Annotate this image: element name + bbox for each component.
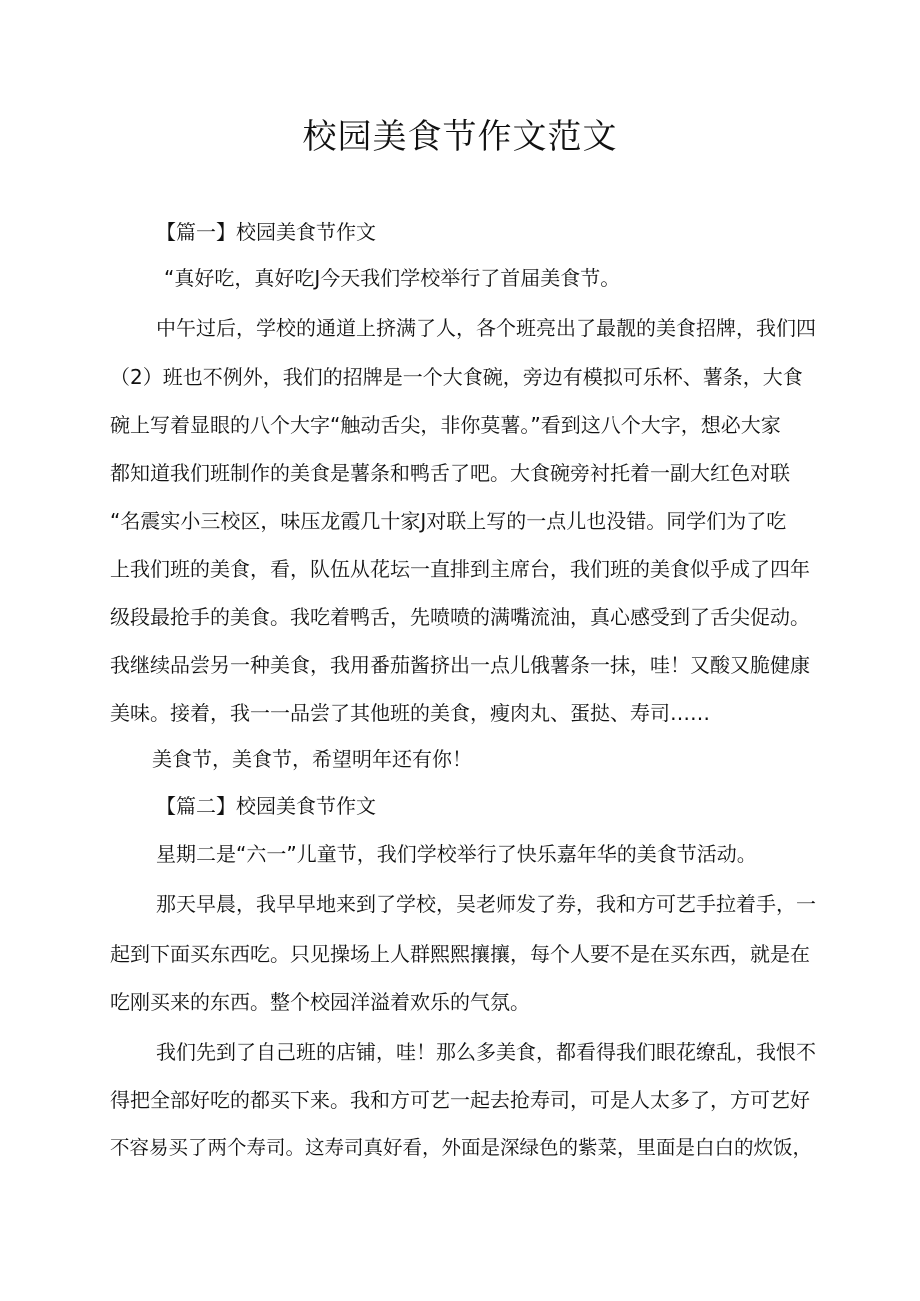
paragraph-line: 上我们班的美食，看，队伍从花坛一直排到主席台，我们班的美食似乎成了四年	[110, 557, 810, 581]
paragraph-line: 得把全部好吃的都买下来。我和方可艺一起去抢寿司，可是人太多了，方可艺好	[110, 1088, 810, 1112]
paragraph-line: 吃刚买来的东西。整个校园洋溢着欢乐的气氛。	[110, 990, 530, 1014]
paragraph-line: “真好吃，真好吃J今天我们学校举行了首届美食节。	[164, 266, 621, 290]
paragraph-line: 那天早晨，我早早地来到了学校，吴老师发了券，我和方可艺手拉着手，一	[156, 892, 816, 916]
section-heading-1: 【篇一】校园美食节作文	[156, 220, 376, 244]
paragraph-line: （2）班也不例外，我们的招牌是一个大食碗，旁边有模拟可乐杯、薯条，大食	[110, 365, 803, 389]
paragraph-line: 都知道我们班制作的美食是薯条和鸭舌了吧。大食碗旁衬托着一副大红色对联	[110, 461, 790, 485]
paragraph-line: 美味。接着，我一一品尝了其他班的美食，瘦肉丸、蛋挞、寿司……	[110, 701, 710, 725]
page-title: 校园美食节作文范文	[302, 117, 618, 157]
paragraph-line: 星期二是“六一”儿童节，我们学校举行了快乐嘉年华的美食节活动。	[156, 842, 757, 866]
section-heading-2: 【篇二】校园美食节作文	[156, 794, 376, 818]
paragraph-line: 美食节，美食节，希望明年还有你！	[152, 747, 472, 771]
paragraph-line: 不容易买了两个寿司。这寿司真好看，外面是深绿色的紫菜，里面是白白的炊饭，	[110, 1136, 813, 1159]
paragraph-line: 级段最抢手的美食。我吃着鸭舌，先喷喷的满嘴流油，真心感受到了舌尖促动。	[110, 605, 810, 629]
paragraph-line: 我们先到了自己班的店铺，哇！那么多美食，都看得我们眼花缭乱，我恨不	[156, 1040, 816, 1064]
paragraph-line: 我继续品尝另一种美食，我用番茄酱挤出一点儿俄薯条一抹，哇！又酸又脆健康	[110, 653, 810, 677]
paragraph-line: “名震实小三校区，味压龙霞几十家J对联上写的一点儿也没错。同学们为了吃	[110, 509, 787, 533]
paragraph-line: 中午过后，学校的通道上挤满了人，各个班亮出了最靓的美食招牌，我们四	[156, 316, 816, 340]
paragraph-line: 起到下面买东西吃。只见操场上人群熙熙攘攘，每个人要不是在买东西，就是在	[110, 942, 810, 966]
paragraph-line: 碗上写着显眼的八个大字“触动舌尖，非你莫薯。”看到这八个大字，想必大家	[110, 413, 781, 437]
